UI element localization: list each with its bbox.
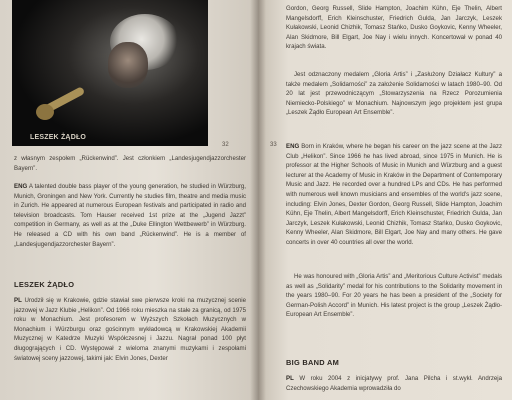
page-number-right: 33 (270, 142, 277, 148)
eng-paragraph-right (286, 142, 502, 248)
pl-continued-text: Gordon, Georg Russell, Slide Hampton, Joachim Kühn, Eje Thelin, Albert Mangelsdorff, Erich Kleinschuster, Friedrich Gulda, Jan Jarczyk, Leszek Kułakowski, Leonid Chizhik, Tomasz Stańko, Dusko Goykovic, Kenny Wheeler, Alan Skidmore, Bill Elgart, Joe Nay i wielu innych. Koncertował w ponad 40 krajach świata. (286, 5, 502, 51)
pl-paragraph-right (286, 374, 502, 393)
page-number-left: 32 (222, 142, 229, 148)
pl-continued-paragraph-2 (286, 70, 502, 118)
intro-paragraph (14, 154, 246, 173)
eng-paragraph-left (14, 182, 246, 249)
saxophone-mouthpiece (36, 104, 54, 120)
eng-text-right: Born in Kraków, where he began his career on the jazz scene at the Jazz Club „Helikon”. Since 1966 he has lived abroad, since 1975 in Munich. He is professor at the Higher Schools of Music in Munich and Würzburg and a guest lecturer at the Academy of Music in Kraków in the Department of Contemporary Music and Jazz. He recorded over a hundred LPs and CDs. He has performed with numerous well known musicians and ensembles of the world's jazz scene, including: Elvin Jones, Dexter Gordon, Georg Russell, Slide Hampton, Joachim Kühn, Eje Thelin, Albert Mangelsdorff, Erich Kleinschuster, Friedrich Gulda, Jan Jarczyk, Leszek Kułakowski, Leonid Chizhik, Tomasz Stańko, Dusko Goykovic, Kenny Wheeler, Alan Skidmore, Bill Elgart, Joe Nay and many others. He gave concerts in over 40 countries all over the world. (286, 143, 502, 246)
eng-text-left: A talented double bass player of the young generation, he studied in Würzburg, Munich, Groningen and New York. Currently he studies film, theatre and media music in Zurich. He appeared at numerous European festivals and participated in radio and television broadcasts. Tom Hauser received 1st prize at the „Jugend Jazzt” competition in Germany, as well as at the „Duke Ellington Wettbewerb” in Würzburg. He released a CD with his own band „Rückenwind”. He is a member of „Landesjugendjazzorchester Bayern”. (14, 183, 246, 248)
photo-face (108, 42, 148, 88)
section-heading-right: BIG BAND AM (286, 358, 340, 367)
pl-paragraph-left (14, 296, 246, 363)
right-page (258, 0, 512, 400)
intro-text: z własnym zespołem „Rückenwind”. Jest członkiem „Landesjugendjazzorchester Bayern”. (14, 155, 246, 172)
eng-lead-left: ENG (14, 183, 28, 190)
photo-caption: LESZEK ŻĄDŁO (30, 134, 87, 141)
eng-lead-right: ENG (286, 143, 300, 150)
section-heading-left: LESZEK ŻĄDŁO (14, 280, 75, 289)
pl-text-left: Urodził się w Krakowie, gdzie stawiał swe pierwsze kroki na muzycznej scenie jazzowej w Jazz Klubie „Helikon”. Od 1966 roku mieszka na stałe za granicą, od 1975 roku w Monachium. Jest profesorem w Wyższych Szkołach Muzycznych w Monachium i Würzburgu oraz gościnnym wykładowcą w Krakowskiej Akademii Muzycznej w Katedrze Muzyki Współczesnej i Jazzu. Nagrał ponad 100 płyt długogrających i CD. Występował z wieloma znanymi muzykami i zespołami światowej sceny jazzowej, takimi jak: Elvin Jones, Dexter (14, 297, 246, 362)
pl-lead-right: PL (286, 375, 294, 382)
eng-paragraph-right-2 (286, 272, 502, 320)
book-gutter (250, 0, 266, 400)
pl-continued-text-2: Jest odznaczony medalem „Gloria Artis” i „Zasłużony Działacz Kultury” a także medalem „Solidarności” za założenie Solidarności w latach 1980–90. Od 20 lat jest przewodniczącym „Stowarzyszenia na Rzecz Porozumienia Niemiecko-Polskiego” w Monachium. Najnowszym jego projektem jest grupa „Leszek Żądło European Art Ensemble”. (286, 71, 502, 117)
musician-photo (12, 0, 208, 146)
pl-text-right: W roku 2004 z inicjatywy prof. Jana Pilcha i st.wykł. Andrzeja Czechowskiego Akademia wprowadziła do (286, 375, 502, 392)
pl-lead-left: PL (14, 297, 22, 304)
pl-continued-paragraph (286, 4, 502, 52)
eng-text-right-2: He was honoured with „Gloria Artis” and „Meritorious Culture Activist” medals as well as „Solidarity” medal for his contributions to the Solidarity movement in the years 1980–90. For 20 years he has been a president of the „Society for German-Polish Accord” in Munich. His latest project is the group „Leszek Żądło-European Art Ensemble”. (286, 273, 502, 319)
